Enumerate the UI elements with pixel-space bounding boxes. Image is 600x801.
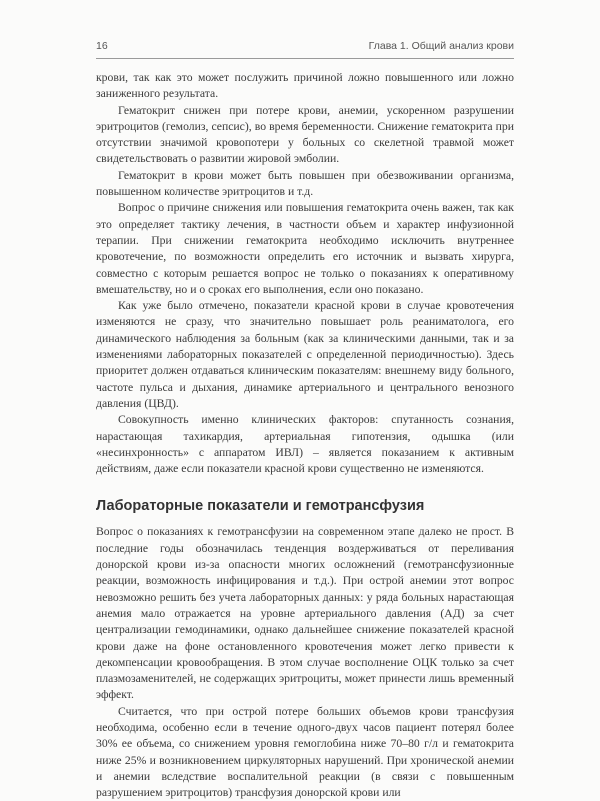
- page-body: [96, 70, 514, 801]
- body-paragraph: Гематокрит снижен при потере крови, анемии, ускоренном разрушении эритроцитов (гемолиз, сепсис), во время беременности. Снижение гематокрита при отсутствии значимой кровопотери у больных со скелетной травмой может свидетельствовать о развитии жировой эмболии.: [96, 103, 514, 166]
- body-paragraph: Как уже было отмечено, показатели красной крови в случае кровотечения изменяются не сразу, что значительно повышает роль реаниматолога, его динамического наблюдения за больным (как за клиническими данными, так и за изменениями лабораторных показателей с определенной периодичностью). Здесь приоритет должен отдаваться клиническим показателям: внешнему виду больного, частоте пульса и дыхания, динамике артериального и центрального венозного давления (ЦВД).: [96, 299, 514, 410]
- running-head: [96, 40, 514, 52]
- body-paragraph: Вопрос о показаниях к гемотрансфузии на современном этапе далеко не прост. В последние годы обозначилась тенденция воздерживаться от переливания донорской крови из-за опасности многих осложнений (гемотрансфузионные реакции, возможность инфицирования и т.д.). При острой анемии этот вопрос невозможно решить без учета лабораторных данных: у ряда больных нарастающая анемия мало отражается на уровне артериального давления (АД) за счет централизации гемодинамики, однако дальнейшее снижение показателей красной крови даже на фоне остановленного кровотечения может легко привести к декомпенсации кровообращения. В этом случае восполнение ОЦК только за счет плазмозаменителей, не содержащих эритроциты, может принести лишь временный эффект.: [96, 525, 514, 702]
- body-paragraph: Гематокрит в крови может быть повышен при обезвоживании организма, повышенном количестве эритроцитов и т.д.: [96, 168, 514, 199]
- section-heading: Лабораторные показатели и гемотрансфузия: [96, 498, 425, 515]
- body-paragraph: Считается, что при острой потере больших объемов крови трансфузия необходима, особенно если в течение одного-двух часов пациент потерял более 30% ее объема, со снижением уровня гемоглобина ниже 70–80 г/л и гематокрита ниже 25% и возникновением циркуляторных нарушений. При хронической анемии и анемии вследствие воспалительной реакции (в связи с повышенным разрушением эритроцитов) трансфузия донорской крови или: [96, 704, 514, 800]
- body-paragraph: Вопрос о причине снижения или повышения гематокрита очень важен, так как это определяет тактику лечения, в частности объем и характер инфузионной терапии. При снижении гематокрита необходимо исключить внутреннее кровотечение, по возможности определить его источник и вызвать хирурга, совместно с которым решается вопрос не только о показаниях к оперативному вмешательству, но и о сроках его выполнения, если оно показано.: [96, 201, 514, 296]
- body-paragraph: крови, так как это может послужить причиной ложно повышенного или ложно заниженного результата.: [96, 71, 514, 101]
- chapter-title: Глава 1. Общий анализ крови: [368, 40, 514, 52]
- page-number: 16: [96, 40, 108, 52]
- body-paragraph: Совокупность именно клинических факторов: спутанность сознания, нарастающая тахикардия, артериальная гипотензия, одышка (или «несинхронность» с аппаратом ИВЛ) – является показанием к активным действиям, даже если показатели красной крови существенно не изменяются.: [96, 413, 514, 476]
- header-divider: [96, 58, 514, 59]
